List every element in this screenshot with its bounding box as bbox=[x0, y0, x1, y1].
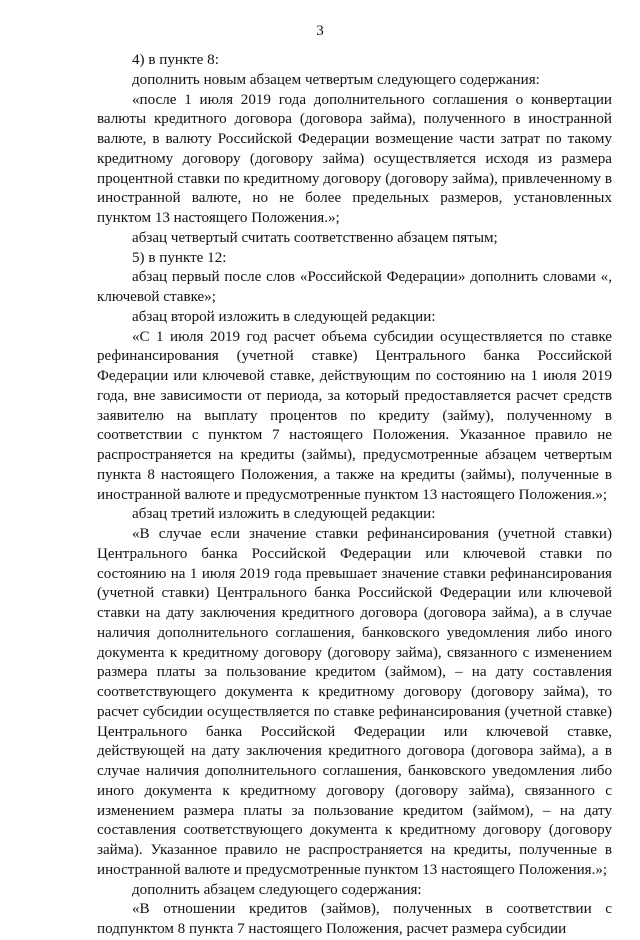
paragraph-add-fourth: дополнить новым абзацем четвертым следующего содержания: bbox=[132, 71, 540, 88]
paragraph-renumber: абзац четвертый считать соответственно абзацем пятым; bbox=[132, 229, 498, 246]
paragraph-quote-july-2019: «С 1 июля 2019 год расчет объема субсидии осуществляется по ставке рефинансирования (учетной ставке) Центрального банка Российской Федерации или ключевой ставке, действующим по состоянию на 1 июля 2019 года, вне зависимости от периода, за который предоставляется расчет средств заявителю на выплату процентов по кредиту (займу), полученному в соответствии с пунктом 7 настоящего Положения. Указанное правило не распространяется на кредиты (займы), предусмотренные абзацем четвертым пункта 8 настоящего Положения, а также на кредиты (займы), полученные в иностранной валюте и предусмотренные пунктом 13 настоящего Положения.»; bbox=[97, 328, 612, 503]
paragraph-second-abzac: абзац второй изложить в следующей редакции: bbox=[132, 308, 436, 325]
paragraph-quote-refinancing: «В случае если значение ставки рефинансирования (учетной ставки) Центрального банка Российской Федерации или ключевой ставки по состоянию на 1 июля 2019 года превышает значение ставки рефинансирования (учетной ставки) Центрального банка Российской Федерации или ключевой ставки на дату заключения кредитного договора (договора займа), а в случае наличия дополнительного соглашения, банковского уведомления либо иного документа к кредитному договору (договору займа), связанного с изменением размера платы за пользование кредитом (займом), – на дату составления соответствующего документа к кредитному договору (договору займа), то расчет субсидии осуществляется по ставке рефинансирования (учетной ставке) Центрального банка Российской Федерации или ключевой ставке, действующей на дату заключения кредитного договора (договора займа), а в случае наличия дополнительного соглашения, банковского уведомления либо иного документа к кредитному договору (договору займа), связанного с изменением размера платы за пользование кредитом (займом), – на дату составления соответствующего документа к кредитному договору (договору займа). Указанное правило не распространяется на кредиты, полученные в иностранной валюте и предусмотренные пунктом 13 настоящего Положения.»; bbox=[97, 526, 612, 878]
paragraph-item-4: 4) в пункте 8: bbox=[132, 52, 219, 68]
paragraph-add-abzac: дополнить абзацем следующего содержания: bbox=[132, 881, 422, 898]
document-body bbox=[97, 51, 612, 940]
paragraph-quote-loans: «В отношении кредитов (займов), полученных в соответствии с подпунктом 8 пункта 7 настоящего Положения, расчет размера субсидии bbox=[97, 901, 612, 937]
paragraph-first-abzac: абзац первый после слов «Российской Федерации» дополнить словами «, ключевой ставке»; bbox=[97, 269, 612, 305]
page-number: 3 bbox=[316, 23, 324, 39]
paragraph-item-5: 5) в пункте 12: bbox=[132, 249, 227, 266]
paragraph-third-abzac: абзац третий изложить в следующей редакции: bbox=[132, 506, 436, 523]
paragraph-quote-conversion: «после 1 июля 2019 года дополнительного соглашения о конвертации валюты кредитного договора (договора займа), полученного в иностранной валюте, в валюту Российской Федерации возмещение части затрат по такому кредитному договору (договору займа) осуществляется исходя из размера процентной ставки по кредитному договору (договору займа), привлеченному в иностранной валюте, но не более предельных размеров, установленных пунктом 13 настоящего Положения.»; bbox=[97, 91, 612, 226]
